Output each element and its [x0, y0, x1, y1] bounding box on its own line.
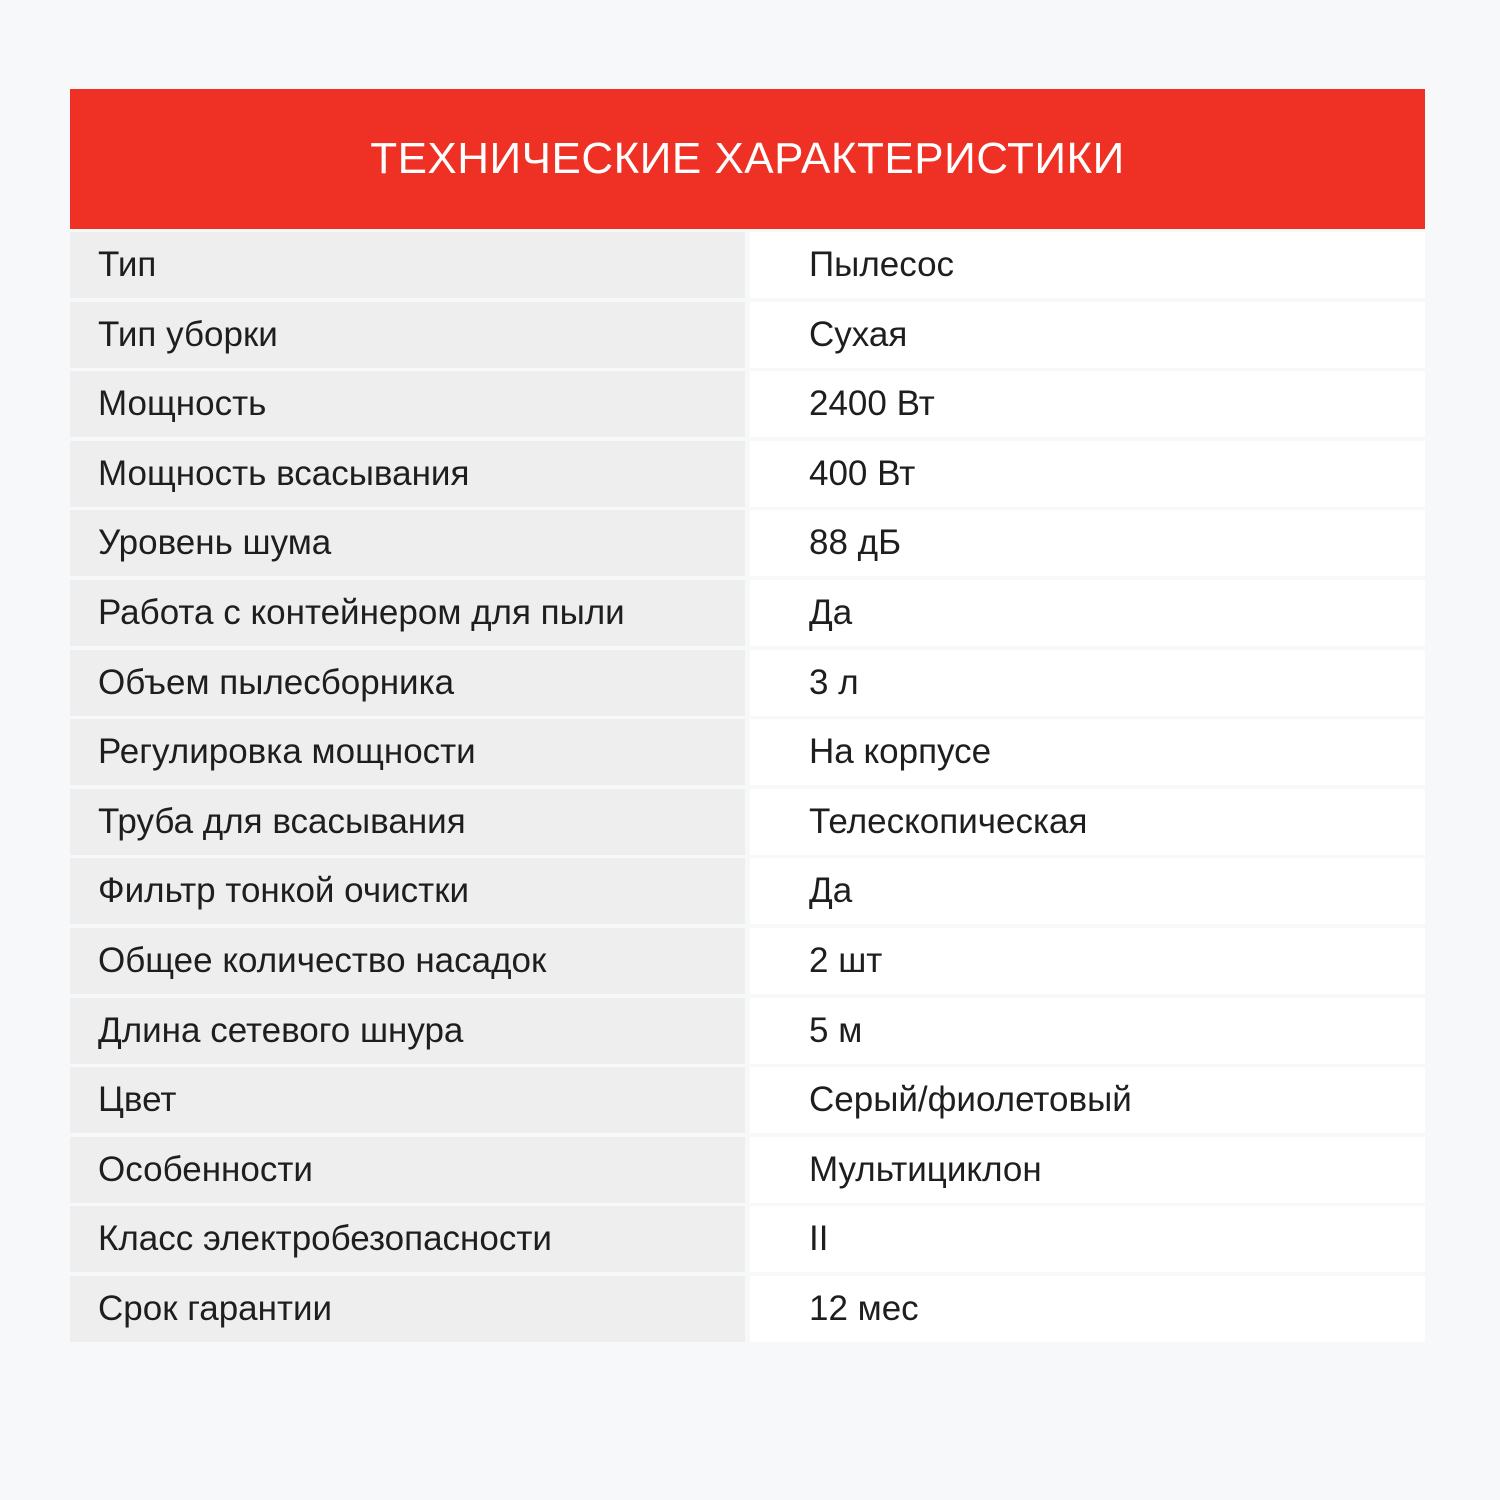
spec-value-cell	[750, 998, 1425, 1064]
spec-label: Длина сетевого шнура	[98, 1010, 464, 1050]
spec-row	[70, 1276, 1425, 1342]
spec-row	[70, 1067, 1425, 1133]
spec-label: Цвет	[98, 1080, 177, 1120]
spec-row	[70, 998, 1425, 1064]
spec-row	[70, 441, 1425, 507]
spec-value-cell	[750, 1276, 1425, 1342]
spec-label-cell	[70, 998, 745, 1064]
spec-value: Сухая	[809, 314, 908, 354]
spec-row	[70, 510, 1425, 576]
spec-row	[70, 302, 1425, 368]
spec-value-cell	[750, 1206, 1425, 1272]
spec-label-cell	[70, 441, 745, 507]
spec-label-cell	[70, 789, 745, 855]
spec-value: Мультициклон	[809, 1149, 1042, 1189]
spec-value-cell	[750, 1137, 1425, 1203]
spec-label: Работа с контейнером для пыли	[98, 592, 625, 632]
spec-label-cell	[70, 1137, 745, 1203]
spec-row	[70, 650, 1425, 716]
spec-value-cell	[750, 928, 1425, 994]
spec-label-cell	[70, 858, 745, 924]
spec-value: Да	[809, 871, 853, 911]
spec-value: II	[809, 1219, 829, 1259]
spec-table	[70, 232, 1425, 1342]
spec-label: Особенности	[98, 1149, 313, 1189]
spec-value-cell	[750, 650, 1425, 716]
spec-value: 88 дБ	[809, 523, 902, 563]
spec-value-cell	[750, 441, 1425, 507]
spec-value: Пылесос	[809, 245, 955, 284]
spec-value: Да	[809, 592, 853, 632]
spec-label-cell	[70, 650, 745, 716]
spec-row	[70, 789, 1425, 855]
spec-label-cell	[70, 510, 745, 576]
spec-value: 2 шт	[809, 940, 883, 980]
spec-label-cell	[70, 232, 745, 298]
spec-label: Мощность всасывания	[98, 453, 470, 493]
spec-card	[70, 89, 1425, 1342]
spec-header	[70, 89, 1425, 229]
spec-value-cell	[750, 1067, 1425, 1133]
spec-value-cell	[750, 371, 1425, 437]
spec-row	[70, 928, 1425, 994]
spec-value-cell	[750, 580, 1425, 646]
spec-value: 5 м	[809, 1010, 863, 1050]
spec-row	[70, 580, 1425, 646]
spec-label: Срок гарантии	[98, 1288, 333, 1328]
spec-label: Класс электробезопасности	[98, 1219, 552, 1259]
spec-label: Труба для всасывания	[98, 801, 466, 841]
spec-value: 3 л	[809, 662, 859, 702]
spec-label-cell	[70, 719, 745, 785]
spec-label-cell	[70, 928, 745, 994]
spec-label-cell	[70, 302, 745, 368]
spec-value: 2400 Вт	[809, 384, 935, 424]
spec-row	[70, 858, 1425, 924]
spec-value: На корпусе	[809, 732, 992, 772]
spec-label: Фильтр тонкой очистки	[98, 871, 470, 911]
spec-label-cell	[70, 371, 745, 437]
spec-row	[70, 1206, 1425, 1272]
spec-row	[70, 1137, 1425, 1203]
spec-value: 400 Вт	[809, 453, 916, 493]
spec-value-cell	[750, 789, 1425, 855]
spec-label: Тип уборки	[98, 314, 278, 354]
spec-row	[70, 371, 1425, 437]
spec-value: Серый/фиолетовый	[809, 1080, 1132, 1120]
spec-title: ТЕХНИЧЕСКИЕ ХАРАКТЕРИСТИКИ	[370, 134, 1125, 183]
spec-label-cell	[70, 1276, 745, 1342]
spec-label-cell	[70, 580, 745, 646]
spec-label-cell	[70, 1067, 745, 1133]
spec-label: Объем пылесборника	[98, 662, 455, 702]
spec-value: Телескопическая	[809, 801, 1088, 841]
spec-row	[70, 719, 1425, 785]
spec-label: Общее количество насадок	[98, 940, 547, 980]
spec-value-cell	[750, 510, 1425, 576]
spec-row	[70, 232, 1425, 298]
spec-value-cell	[750, 858, 1425, 924]
spec-value: 12 мес	[809, 1288, 919, 1328]
spec-label-cell	[70, 1206, 745, 1272]
spec-label: Уровень шума	[98, 523, 332, 563]
spec-value-cell	[750, 719, 1425, 785]
spec-label: Мощность	[98, 384, 267, 424]
spec-label: Тип	[98, 245, 157, 284]
spec-value-cell	[750, 232, 1425, 298]
spec-label: Регулировка мощности	[98, 732, 476, 772]
spec-value-cell	[750, 302, 1425, 368]
